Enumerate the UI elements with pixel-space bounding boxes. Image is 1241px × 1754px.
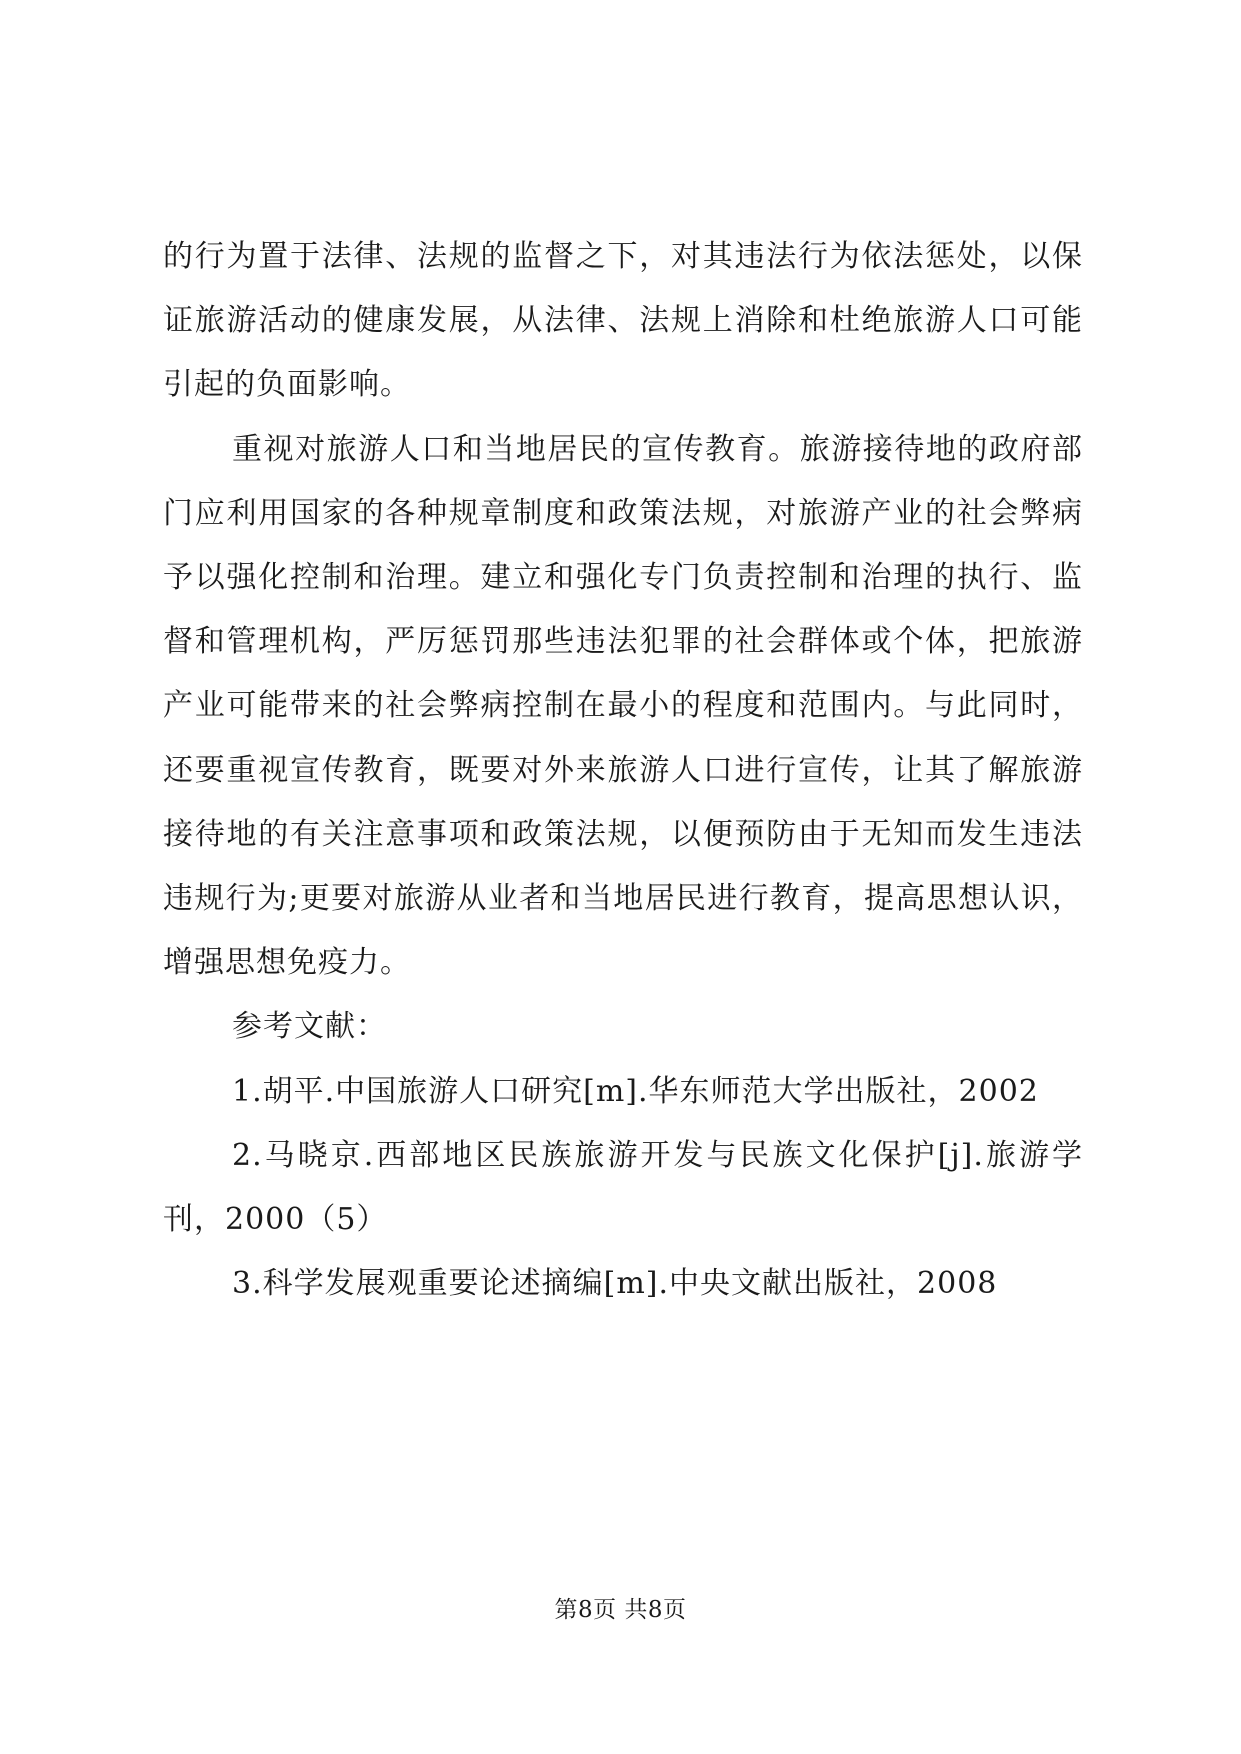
references-heading: 参考文献： — [232, 1009, 387, 1045]
body-paragraph-education: 重视对旅游人口和当地居民的宣传教育。旅游接待地的政府部门应利用国家的各种规章制度和政策法规，对旅游产业的社会弊病予以强化控制和治理。建立和强化专门负责控制和治理的执行、监督和管理机构，严厉惩罚那些违法犯罪的社会群体或个体，把旅游产业可能带来的社会弊病控制在最小的程度和范围内。与此同时，还要重视宣传教育，既要对外来旅游人口进行宣传，让其了解旅游接待地的有关注意事项和政策法规，以便预防由于无知而发生违法违规行为;更要对旅游从业者和当地居民进行教育，提高思想认识，增强思想免疫力。 — [163, 431, 1083, 981]
reference-item-3: 3.科学发展观重要论述摘编[m].中央文献出版社，2008 — [232, 1266, 998, 1302]
reference-item-2: 2.马晓京.西部地区民族旅游开发与民族文化保护[j].旅游学刊，2000（5） — [163, 1137, 1083, 1238]
body-paragraph-continued: 的行为置于法律、法规的监督之下，对其违法行为依法惩处，以保证旅游活动的健康发展，从法律、法规上消除和杜绝旅游人口可能引起的负面影响。 — [163, 239, 1083, 403]
page-footer-number: 第8页 共8页 — [554, 1597, 687, 1623]
document-body — [163, 225, 1083, 1316]
reference-item-1: 1.胡平.中国旅游人口研究[m].华东师范大学出版社，2002 — [232, 1073, 1039, 1109]
